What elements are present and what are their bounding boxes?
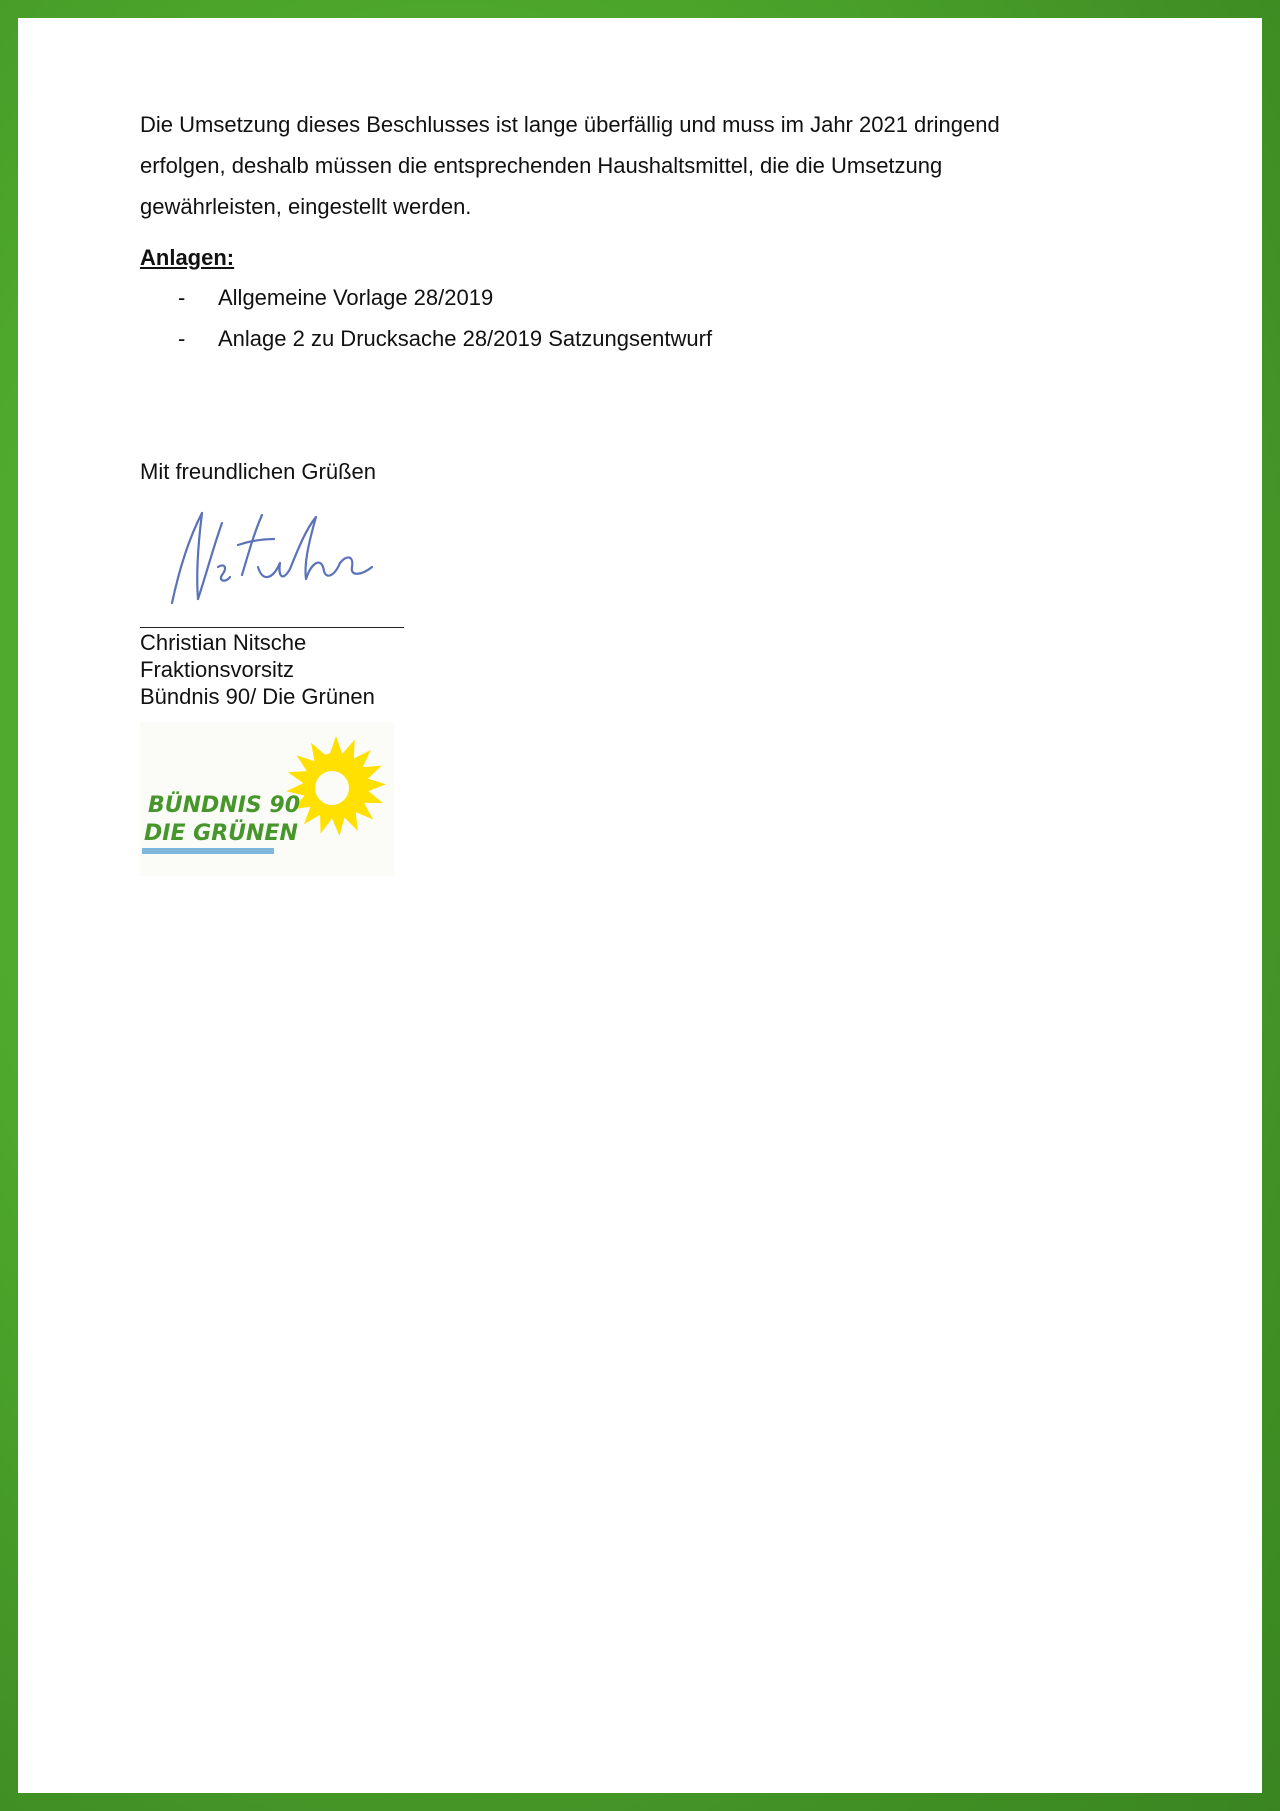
logo-line-2: DIE GRÜNEN <box>144 821 298 846</box>
attachments-heading: Anlagen: <box>140 245 235 270</box>
signatory-organization: Bündnis 90/ Die Grünen <box>140 684 375 709</box>
attachment-text: Allgemeine Vorlage 28/2019 <box>218 285 494 310</box>
list-item <box>140 277 1100 318</box>
document-page <box>18 18 1262 1793</box>
logo-line-1: BÜNDNIS 90 <box>148 793 301 818</box>
letter-body <box>140 104 1100 876</box>
paragraph-line-1: Die Umsetzung dieses Beschlusses ist lange überfällig und muss im Jahr 2021 dringend <box>140 112 1000 137</box>
paragraph-line-2: erfolgen, deshalb müssen die entsprechenden Haushaltsmittel, die die Umsetzung <box>140 153 943 178</box>
signatory-block <box>140 629 1100 710</box>
logo-bar <box>142 848 274 854</box>
party-logo <box>140 722 394 876</box>
signatory-role: Fraktionsvorsitz <box>140 657 295 682</box>
attachments-list <box>140 277 1100 359</box>
list-bullet: - <box>178 326 186 351</box>
closing-greeting: Mit freundlichen Grüßen <box>140 459 376 484</box>
body-paragraph <box>140 104 1100 227</box>
paragraph-line-3: gewährleisten, eingestellt werden. <box>140 194 472 219</box>
attachment-text: Anlage 2 zu Drucksache 28/2019 Satzungsentwurf <box>218 326 713 351</box>
handwritten-signature-icon <box>158 505 388 615</box>
list-bullet: - <box>178 285 186 310</box>
signatory-name: Christian Nitsche <box>140 630 307 655</box>
signature-line <box>140 627 404 628</box>
list-item <box>140 318 1100 359</box>
